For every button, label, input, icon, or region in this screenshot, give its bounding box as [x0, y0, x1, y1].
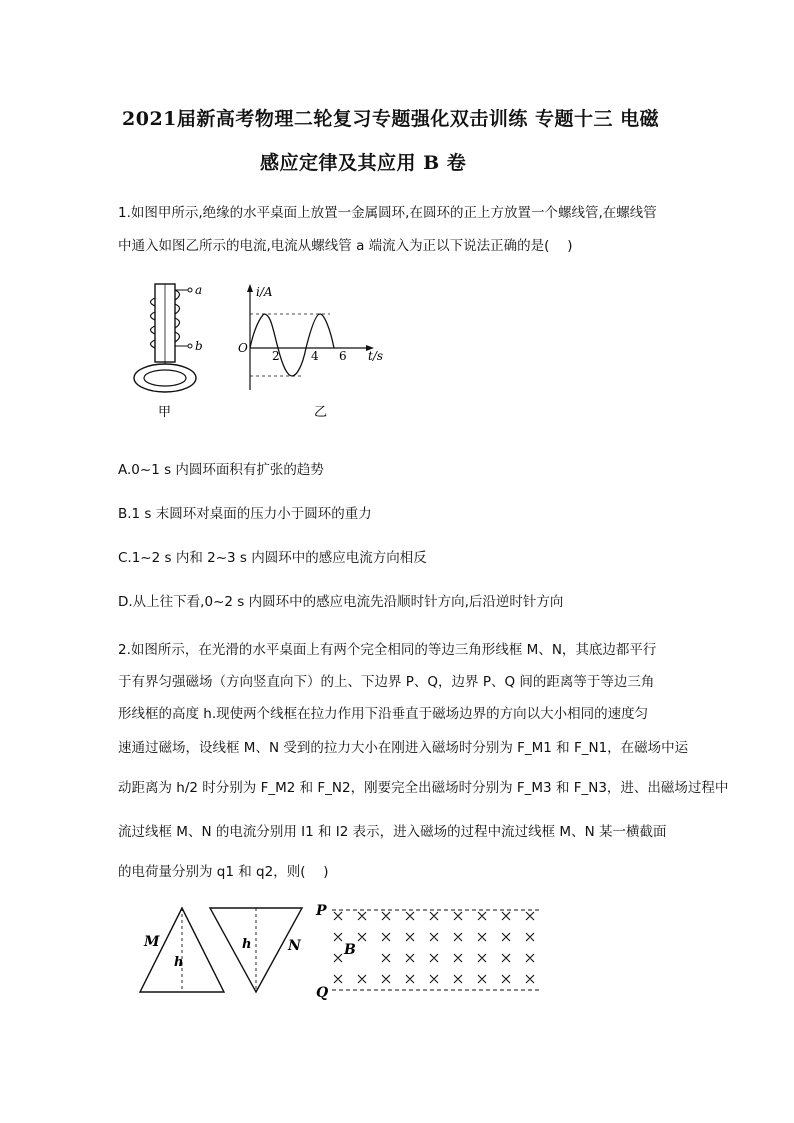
q1-option-b: B.1 s 末圆环对桌面的压力小于圆环的重力: [118, 506, 372, 522]
y-axis-arrow: [247, 284, 253, 292]
field-b-label: B: [344, 942, 356, 958]
figure-jia-caption: 甲: [158, 405, 172, 418]
figure-solenoid-ring: [128, 278, 218, 418]
terminal-a-label: a: [195, 283, 203, 297]
x-axis-label: t/s: [368, 349, 384, 363]
triangle-n-label: N: [288, 938, 301, 954]
q1-option-d: D.从上往下看,0~2 s 内圆环中的感应电流先沿顺时针方向,后沿逆时针方向: [118, 594, 564, 610]
q1-option-c: C.1~2 s 内和 2~3 s 内圆环中的感应电流方向相反: [118, 550, 427, 566]
q2-line-2: 于有界匀强磁场（方向竖直向下）的上、下边界 P、Q，边界 P、Q 间的距离等于等边三角: [118, 674, 655, 690]
boundary-q-label: Q: [316, 985, 329, 1001]
magnetic-field-crosses: [334, 912, 534, 983]
current-sine-curve: [250, 314, 334, 376]
tick-label-6: 6: [339, 349, 347, 363]
terminal-b-label: b: [195, 339, 203, 353]
q2-line-5: 动距离为 h/2 时分别为 F_M2 和 F_N2，刚要完全出磁场时分别为 F_M3 和 F_N3，进、出磁场过程中: [118, 780, 729, 796]
q2-line-4: 速通过磁场，设线框 M、N 受到的拉力大小在刚进入磁场时分别为 F_M1 和 F_N1，在磁场中运: [118, 740, 689, 756]
triangle-m-label: M: [144, 934, 160, 950]
q2-line-3: 形线框的高度 h.现使两个线框在拉力作用下沿垂直于磁场边界的方向以大小相同的速度匀: [118, 706, 649, 722]
q2-line-1: 2.如图所示，在光滑的水平桌面上有两个完全相同的等边三角形线框 M、N，其底边都平行: [118, 642, 657, 658]
metal-ring-inner: [144, 370, 186, 386]
page-title-line1: 2021届新高考物理二轮复习专题强化双击训练 专题十三 电磁: [122, 108, 660, 130]
triangle-n-height-label: h: [242, 937, 252, 952]
q2-line-7: 的电荷量分别为 q1 和 q2，则( ): [118, 864, 329, 880]
y-axis-label: i/A: [256, 285, 273, 299]
terminal-b: [188, 344, 192, 348]
figure-yi-caption: 乙: [314, 405, 328, 420]
boundary-p-label: P: [316, 903, 327, 919]
tick-label-2: 2: [272, 349, 280, 363]
terminal-a: [188, 288, 192, 292]
q1-stem-line2: 中通入如图乙所示的电流,电流从螺线管 a 端流入为正以下说法正确的是( ): [118, 238, 573, 254]
figure-triangles-field: [136, 898, 556, 1006]
q1-option-a: A.0~1 s 内圆环面积有扩张的趋势: [118, 462, 324, 478]
tick-label-4: 4: [311, 349, 319, 363]
triangle-m-height-label: h: [174, 955, 184, 970]
page-title-line2: 感应定律及其应用 B 卷: [260, 152, 467, 174]
origin-label: O: [238, 341, 248, 355]
q1-stem-line1: 1.如图甲所示,绝缘的水平桌面上放置一金属圆环,在圆环的正上方放置一个螺线管,在螺线管: [118, 205, 657, 221]
q2-line-6: 流过线框 M、N 的电流分别用 I1 和 I2 表示，进入磁场的过程中流过线框 M、N 某一横截面: [118, 824, 667, 840]
figure-current-graph: [236, 280, 396, 422]
